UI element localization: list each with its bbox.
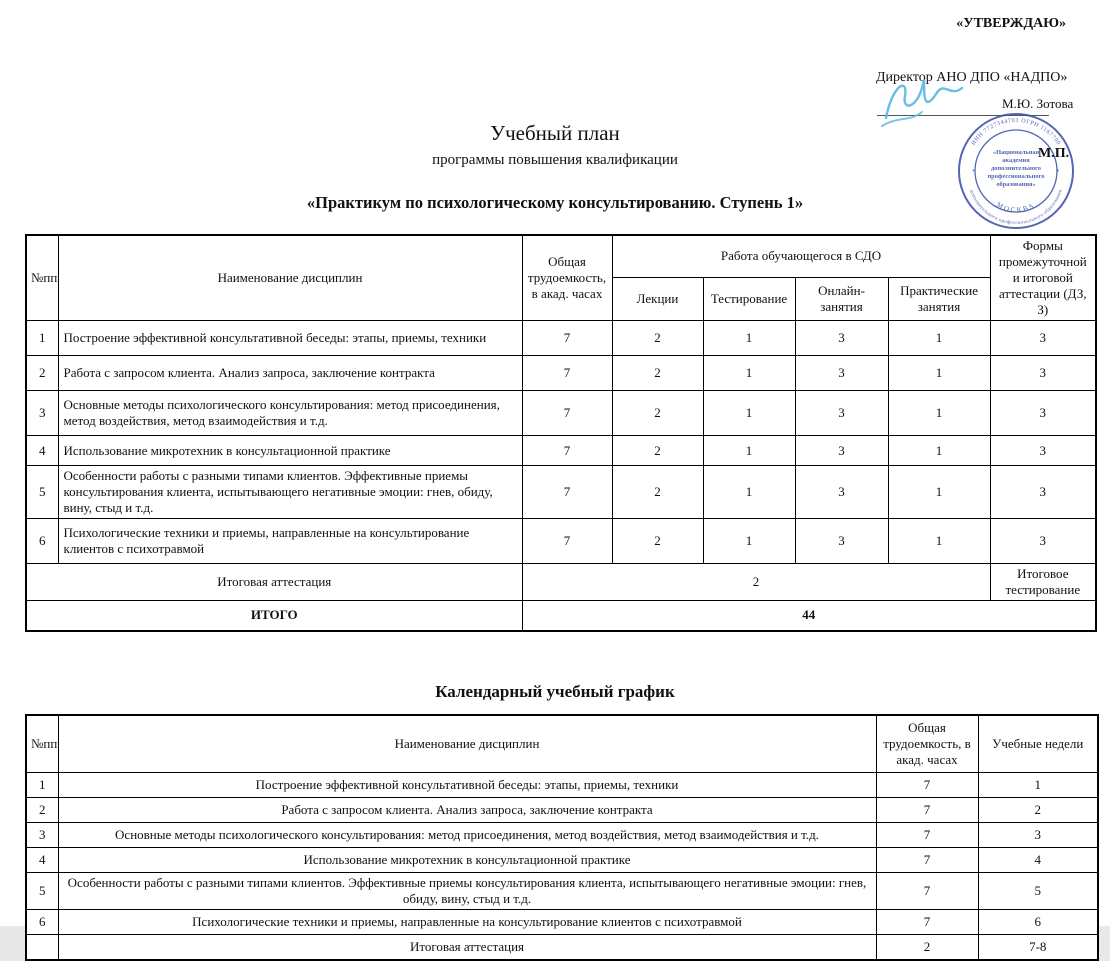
total-label: ИТОГО: [26, 601, 522, 631]
curriculum-table: [25, 234, 1097, 632]
final-assessment-weeks: 7-8: [978, 935, 1098, 960]
col-header-workload: Общая трудоемкость, в акад. часах: [876, 715, 978, 773]
svg-text:ИНН 7727344703 ОГРН 1167700: [971, 118, 1061, 147]
lectures-hours: 2: [612, 436, 703, 466]
final-assessment-hours: 2: [876, 935, 978, 960]
row-number: 5: [26, 466, 58, 519]
stamp-center-text: [987, 149, 1044, 188]
workload-hours: 7: [522, 466, 612, 519]
testing-hours: 1: [703, 436, 795, 466]
svg-text:*: *: [1056, 168, 1060, 176]
workload-hours: 7: [522, 356, 612, 391]
practical-hours: 1: [888, 391, 990, 436]
col-header-num: №пп: [26, 235, 58, 321]
calendar-section-heading: Календарный учебный график: [435, 681, 675, 701]
col-header-weeks: Учебные недели: [978, 715, 1098, 773]
signature-name: М.Ю. Зотова: [1002, 96, 1074, 111]
stamp-rim-bottom-text: дополнительного профессионального образования: [968, 189, 1064, 227]
row-number: 6: [26, 910, 58, 935]
assessment-form: 3: [990, 356, 1096, 391]
discipline-name: Работа с запросом клиента. Анализ запроса, заключение контракта: [58, 798, 876, 823]
study-weeks: 4: [978, 848, 1098, 873]
study-weeks: 6: [978, 910, 1098, 935]
workload-hours: 7: [522, 391, 612, 436]
svg-text:«Национальная: «Национальная: [992, 149, 1040, 156]
workload-hours: 7: [876, 873, 978, 910]
testing-hours: 1: [703, 519, 795, 564]
curriculum-row: [26, 436, 1096, 466]
stamp-city-text: МОСКВА: [995, 200, 1037, 215]
online-hours: 3: [795, 519, 888, 564]
col-header-forms: Формы промежуточной и итоговой аттестации (ДЗ, З): [990, 235, 1096, 321]
online-hours: 3: [795, 321, 888, 356]
discipline-name: Особенности работы с разными типами клиентов. Эффективные приемы консультирования клиента, испытывающего негативные эмоции: гнев, обиду, вину, стыд и т.д.: [58, 873, 876, 910]
final-assessment-form: Итоговое тестирование: [990, 564, 1096, 601]
svg-text:МОСКВА: [995, 201, 1037, 215]
total-hours: 44: [522, 601, 1096, 631]
program-name: «Практикум по психологическому консультированию. Ступень 1»: [306, 193, 804, 212]
lectures-hours: 2: [612, 391, 703, 436]
svg-text:профессионального: профессионального: [987, 173, 1045, 180]
col-header-workload: Общая трудоемкость, в акад. часах: [522, 235, 612, 321]
col-header-online: Онлайн-занятия: [795, 277, 888, 320]
study-weeks: 2: [978, 798, 1098, 823]
row-number: 3: [26, 391, 58, 436]
curriculum-row: [26, 466, 1096, 519]
assessment-form: 3: [990, 436, 1096, 466]
row-number: 2: [26, 356, 58, 391]
discipline-name: Основные методы психологического консультирования: метод присоединения, метод воздействия, метод взаимодействия и т.д.: [58, 823, 876, 848]
discipline-name: Использование микротехник в консультационной практике: [58, 848, 876, 873]
practical-hours: 1: [888, 436, 990, 466]
workload-hours: 7: [522, 321, 612, 356]
discipline-name: Использование микротехник в консультационной практике: [58, 436, 522, 466]
discipline-name: Работа с запросом клиента. Анализ запроса, заключение контракта: [58, 356, 522, 391]
practical-hours: 1: [888, 519, 990, 564]
curriculum-row: [26, 391, 1096, 436]
online-hours: 3: [795, 436, 888, 466]
workload-hours: 7: [876, 798, 978, 823]
workload-hours: 7: [876, 910, 978, 935]
curriculum-row: [26, 519, 1096, 564]
row-number: 1: [26, 773, 58, 798]
document-title: Учебный план: [490, 121, 620, 145]
online-hours: 3: [795, 356, 888, 391]
discipline-name: Особенности работы с разными типами клиентов. Эффективные приемы консультирования клиента, испытывающего негативные эмоции: гнев, обиду, вину, стыд и т.д.: [58, 466, 522, 519]
workload-hours: 7: [522, 436, 612, 466]
mp-seal-label: М.П.: [1038, 146, 1070, 161]
final-assessment-label: Итоговая аттестация: [58, 935, 876, 960]
calendar-row: [26, 873, 1098, 910]
online-hours: 3: [795, 391, 888, 436]
curriculum-row: [26, 356, 1096, 391]
study-weeks: 5: [978, 873, 1098, 910]
discipline-name: Психологические техники и приемы, направленные на консультирование клиентов с психотравмой: [58, 910, 876, 935]
study-weeks: 1: [978, 773, 1098, 798]
sdo-group-header: Работа обучающегося в СДО: [612, 235, 990, 277]
row-number: 4: [26, 436, 58, 466]
discipline-name: Психологические техники и приемы, направленные на консультирование клиентов с психотравмой: [58, 519, 522, 564]
discipline-name: Основные методы психологического консультирования: метод присоединения, метод воздействия, метод взаимодействия и т.д.: [58, 391, 522, 436]
row-number: 6: [26, 519, 58, 564]
workload-hours: 7: [876, 848, 978, 873]
row-number: 2: [26, 798, 58, 823]
lectures-hours: 2: [612, 321, 703, 356]
final-assessment-row: [26, 564, 1096, 601]
col-header-practical: Практические занятия: [888, 277, 990, 320]
workload-hours: 7: [522, 519, 612, 564]
empty-cell: [26, 935, 58, 960]
stamp-rim-top-text: ИНН 7727344703 ОГРН 1167700: [970, 117, 1062, 147]
svg-text:*: *: [972, 168, 976, 176]
practical-hours: 1: [888, 321, 990, 356]
assessment-form: 3: [990, 466, 1096, 519]
lectures-hours: 2: [612, 466, 703, 519]
row-number: 5: [26, 873, 58, 910]
approve-label: «УТВЕРЖДАЮ»: [956, 16, 1066, 31]
organization-stamp-icon: [955, 110, 1077, 232]
discipline-name: Построение эффективной консультативной беседы: этапы, приемы, техники: [58, 321, 522, 356]
svg-text:образования»: образования»: [996, 181, 1036, 188]
practical-hours: 1: [888, 466, 990, 519]
final-assessment-label: Итоговая аттестация: [26, 564, 522, 601]
calendar-row: [26, 910, 1098, 935]
calendar-row: [26, 773, 1098, 798]
row-number: 4: [26, 848, 58, 873]
workload-hours: 7: [876, 823, 978, 848]
workload-hours: 7: [876, 773, 978, 798]
lectures-hours: 2: [612, 356, 703, 391]
practical-hours: 1: [888, 356, 990, 391]
study-weeks: 3: [978, 823, 1098, 848]
col-header-num: №пп: [26, 715, 58, 773]
col-header-lectures: Лекции: [612, 277, 703, 320]
final-assessment-hours: 2: [522, 564, 990, 601]
col-header-name: Наименование дисциплин: [58, 715, 876, 773]
calendar-row: [26, 823, 1098, 848]
assessment-form: 3: [990, 519, 1096, 564]
calendar-table: [25, 714, 1099, 961]
row-number: 1: [26, 321, 58, 356]
curriculum-row: [26, 321, 1096, 356]
assessment-form: 3: [990, 321, 1096, 356]
calendar-final-row: [26, 935, 1098, 960]
lectures-hours: 2: [612, 519, 703, 564]
svg-text:дополнительного: дополнительного: [991, 165, 1041, 172]
col-header-testing: Тестирование: [703, 277, 795, 320]
document-subtitle: программы повышения квалификации: [432, 152, 678, 168]
col-header-name: Наименование дисциплин: [58, 235, 522, 321]
calendar-row: [26, 848, 1098, 873]
online-hours: 3: [795, 466, 888, 519]
director-label: Директор АНО ДПО «НАДПО»: [876, 70, 1068, 85]
assessment-form: 3: [990, 391, 1096, 436]
total-row: [26, 601, 1096, 631]
testing-hours: 1: [703, 356, 795, 391]
testing-hours: 1: [703, 466, 795, 519]
testing-hours: 1: [703, 391, 795, 436]
svg-text:академия: академия: [1002, 157, 1030, 164]
row-number: 3: [26, 823, 58, 848]
testing-hours: 1: [703, 321, 795, 356]
calendar-row: [26, 798, 1098, 823]
discipline-name: Построение эффективной консультативной беседы: этапы, приемы, техники: [58, 773, 876, 798]
